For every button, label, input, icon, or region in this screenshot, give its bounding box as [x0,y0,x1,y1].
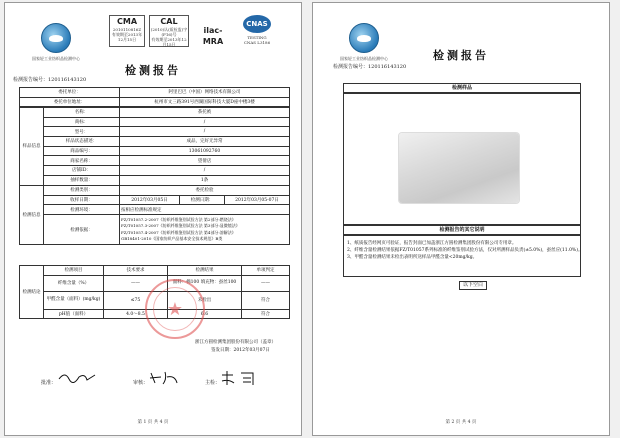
table-cell: 4.0～8.5 [104,309,168,319]
table-cell: 委托检验 [120,186,290,196]
table-cell: 符合 [242,291,290,309]
note-line: 3、甲醛含量检测结果未检出表明所送样品甲醛含量<20mg/kg。 [347,255,478,260]
detect-group-label: 检测信息 [20,186,44,245]
table-cell: 未检出 [168,291,242,309]
table-row [20,166,290,176]
cell-line: FZ/T01057.4-2007《纺织纤维鉴别试验方法 第4部分:溶解法》 [121,229,236,235]
table-cell: 1条 [120,175,290,185]
inspector-label: 主检： [205,380,221,386]
detection-info-table [19,185,290,245]
cell-line: FZ/T01057.2-2007《纺织纤维鉴别试验方法 第2部分:燃烧法》 [121,216,236,222]
cert-text: CAL [160,17,178,26]
table-cell: 抽样数量： [44,175,120,185]
logo-caption: 国家轻工业纺织品检测中心 [32,56,80,61]
table-cell: / [120,127,290,137]
table-cell: 商品编号： [44,146,120,156]
table-cell: 检测环境： [44,205,120,215]
table-cell: 型号： [44,127,120,137]
table-cell: 阿里巴巴（中国）网络技术有限公司 [120,88,290,98]
table-cell: 检测结果 [168,266,242,276]
table-cell: 纤维含量（%） [44,275,104,291]
table-cell: —— [242,275,290,291]
inspector-signature-icon [219,369,259,387]
table-cell: 望倩店 [120,156,290,166]
table-row [20,146,290,156]
table-cell: 检测日期： [180,195,225,205]
table-row [20,117,290,127]
note-line: 2、纤维含量检测结果依据FZ/T01057系列标准的纤维鉴别试验方法，仅对所测样品负责(±5.0%)，蚕丝应(11.0%)。 [347,248,583,253]
table-cell: 检测依据： [44,215,120,245]
table-cell: / [120,166,290,176]
table-cell: 委托单位： [20,88,120,98]
official-seal-icon [145,279,205,339]
page-footer: 第 1 页 共 4 页 [137,420,169,425]
table-cell: 杭州市文三路391号西湖国际科技大厦D座中楼3楼 [120,97,290,107]
cert-text: 2010110816Z [112,27,142,32]
sample-info-table [19,107,290,186]
cma-cert [109,15,145,47]
table-row [20,137,290,147]
cell-line: FZ/T01057.3-2007《纺织纤维鉴别试验方法 第3部分:显微镜法》 [121,223,240,229]
cnas-cert: CNAS TESTING CNAS L3186 [237,15,277,47]
cert-text: 有效期至2013年12月15日 [151,37,187,47]
client-table [19,87,290,107]
table-cell: 甲醛含量（面料）(mg/kg) [44,291,104,309]
ilac-mra-cert [195,15,231,47]
table-row [20,186,290,196]
note-line: 1、纸质报告经网页可验证，报告封面已加盖浙江方圆检测集团股份有限公司专用章。 [347,241,517,246]
cal-cert [149,15,189,47]
cnas-logo-icon: CNAS [243,15,271,33]
table-row [20,175,290,185]
table-row [20,205,290,215]
table-cell: 技术要求 [104,266,168,276]
table-cell: 面料：棉100 填充物：蚕丝100 [168,275,242,291]
table-cell: 商标： [44,117,120,127]
report-title: 检测报告 [433,49,489,62]
table-cell: 2012年03月05日 [120,195,180,205]
table-row [20,156,290,166]
table-cell: 符合 [242,309,290,319]
table-row [20,108,290,118]
table-cell: 检测类别： [44,186,120,196]
table-cell: 单项判定 [242,266,290,276]
reviewer-signature-icon [147,369,181,387]
sample-photo-header: 检测样品 [343,83,581,93]
notes-box [343,235,581,277]
table-cell: 委托单位地址： [20,97,120,107]
table-row [20,195,290,205]
table-row [20,127,290,137]
table-cell: 样品状态描述： [44,137,120,147]
table-cell: pH值（面料） [44,309,104,319]
report-title: 检测报告 [125,64,181,77]
table-cell: 6.6 [168,309,242,319]
table-cell: / [120,117,290,127]
table-cell: 茶托被 [120,108,290,118]
table-cell: 2012年03月05-07日 [225,195,290,205]
table-cell: 13061092760 [120,146,290,156]
table-cell: ≤75 [104,291,168,309]
table-cell: 店铺ID： [44,166,120,176]
page-footer: 第 2 页 共 4 页 [445,420,477,425]
cell-line: GB18401-2010《国家纺织产品基本安全技术规范》B类 [121,236,223,242]
notes-header: 检测报告的其它说明 [343,225,581,235]
table-cell: 检测项目 [44,266,104,276]
table-cell: 按相应检测标准规定 [120,205,290,215]
issue-date: 签发日期：2012年03月07日 [211,348,270,353]
report-number: 检测报告编号：120116143120 [333,64,407,70]
issuing-organization: 浙江方圆检测集团股份有限公司（盖章） [195,340,276,345]
table-row [20,88,290,98]
table-cell: 商家名称： [44,156,120,166]
report-page-2 [312,2,610,436]
table-cell: 名称： [44,108,120,118]
report-page-1 [4,2,302,436]
table-row [20,266,290,276]
result-group-label: 检测结论 [20,266,44,319]
sample-photo [399,133,519,203]
sample-group-label: 样品信息 [20,108,44,186]
cert-text: 有效期至2013年12月15日 [111,32,143,42]
table-cell [120,215,290,245]
table-cell: 收样日期： [44,195,120,205]
institute-logo-icon [41,23,71,53]
cert-text: ilac-MRA [202,26,224,46]
table-cell: —— [104,275,168,291]
logo-caption: 国家轻工业纺织品检测中心 [340,56,388,61]
table-cell: 成品，完好无异常 [120,137,290,147]
table-row [20,215,290,245]
approver-signature-icon [57,369,97,385]
report-number: 检测报告编号：120116143120 [13,77,87,83]
cert-text: CMA [116,17,138,26]
table-row [20,97,290,107]
approver-label: 批准： [41,380,57,386]
reviewer-label: 审核： [133,380,149,386]
end-of-content-mark: 以下空白 [459,281,487,290]
cert-text: (2010)认(质检监)字(F16)号 [150,27,188,37]
